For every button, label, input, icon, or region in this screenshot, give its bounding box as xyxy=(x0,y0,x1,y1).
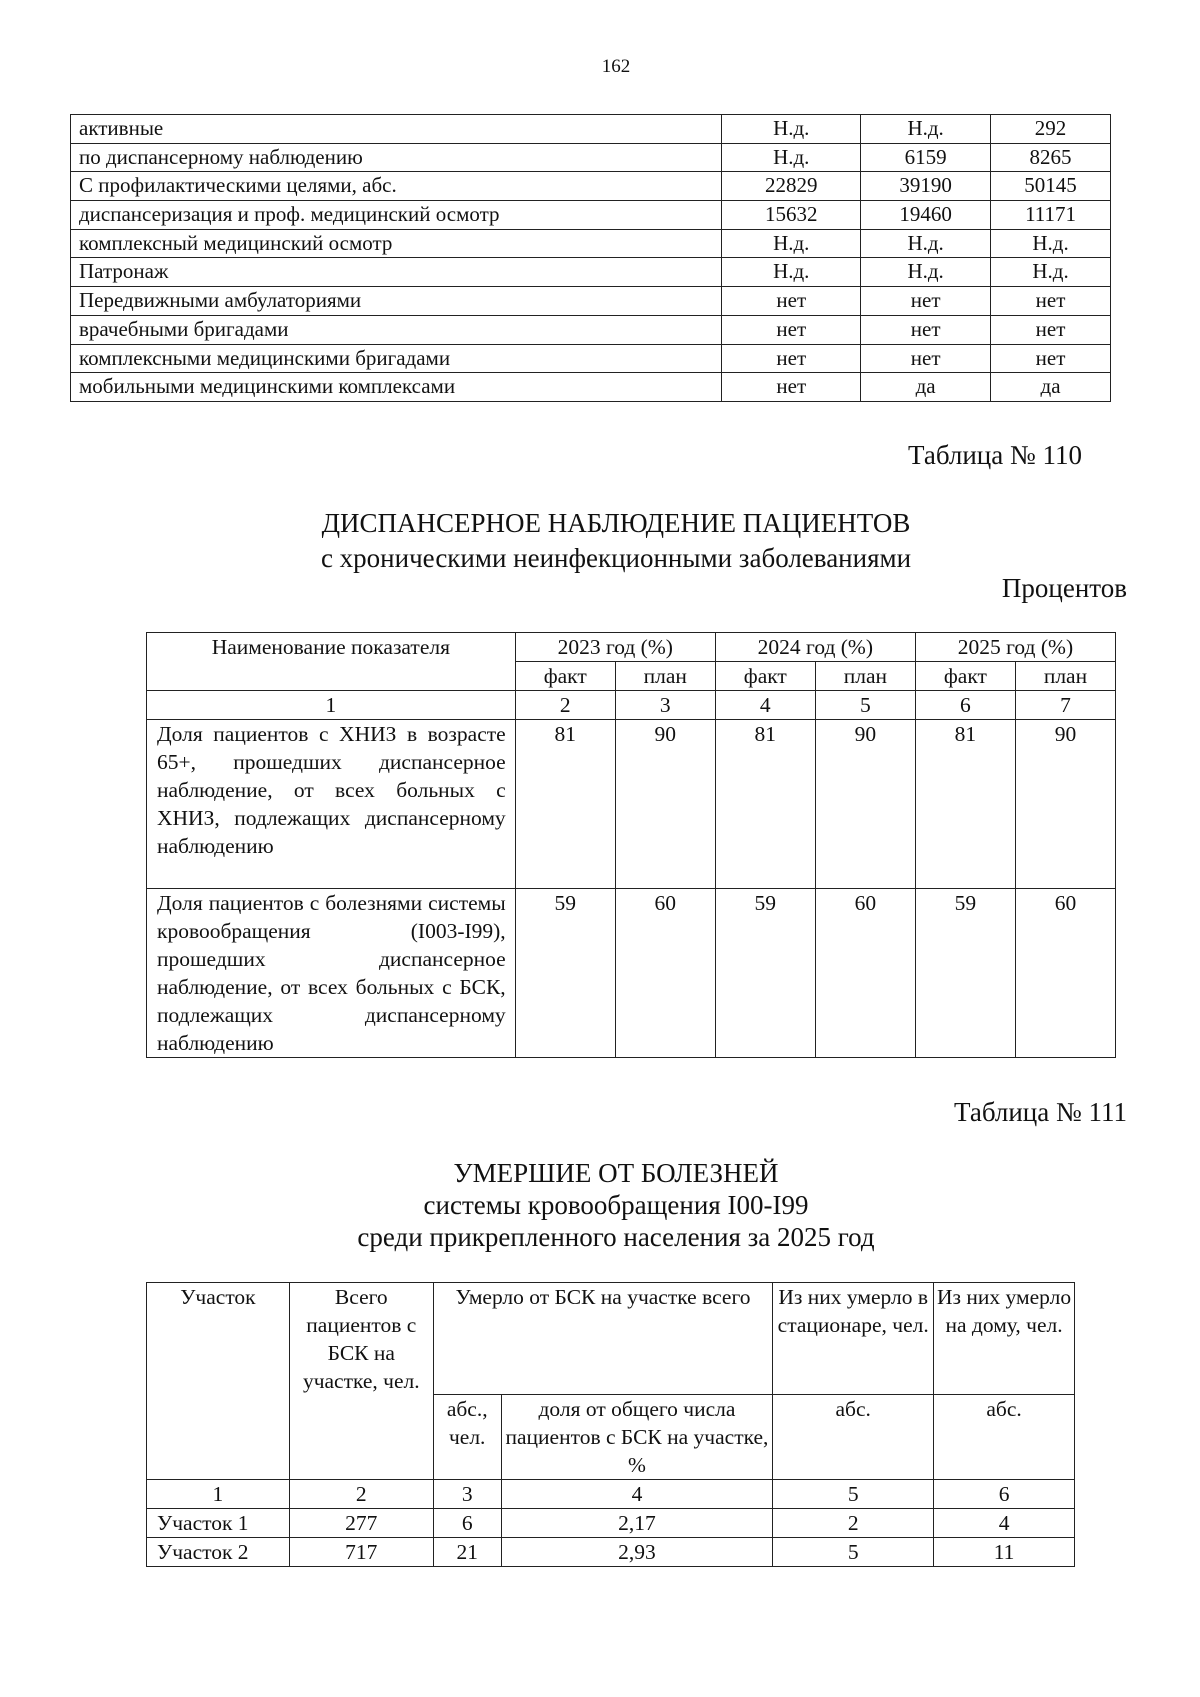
indicator-description: Доля пациентов с болезнями системы кровообращения (I003-I99), прошедших диспансерное наблюдение, от всех больных с БСК, подлежащих диспансерному наблюдению xyxy=(147,889,516,1058)
cell-value: нет xyxy=(722,287,861,316)
column-number: 1 xyxy=(147,691,516,720)
cell-value: 39190 xyxy=(861,172,991,201)
table-row xyxy=(71,172,1111,201)
activity-table xyxy=(70,114,1111,402)
cell-value: 90 xyxy=(615,720,715,889)
table-row xyxy=(147,720,1116,889)
table-row xyxy=(71,373,1111,402)
header-abs-hospital: абс. xyxy=(773,1395,934,1480)
cell-value: 5 xyxy=(773,1538,934,1567)
cell-value: 59 xyxy=(715,889,815,1058)
row-label: С профилактическими целями, абс. xyxy=(71,172,722,201)
cell-value: нет xyxy=(991,344,1111,373)
cell-value: 60 xyxy=(615,889,715,1058)
header-year-2025: 2025 год (%) xyxy=(915,633,1115,662)
cell-value: 6 xyxy=(433,1509,501,1538)
cell-value: 2,93 xyxy=(501,1538,773,1567)
cell-value: 2,17 xyxy=(501,1509,773,1538)
cell-value: нет xyxy=(722,344,861,373)
header-plan: план xyxy=(615,662,715,691)
table-111-subtitle-2: среди прикрепленного населения за 2025 год xyxy=(357,1222,875,1252)
cell-value: 59 xyxy=(515,889,615,1058)
header-year-2023: 2023 год (%) xyxy=(515,633,715,662)
header-area: Участок xyxy=(147,1283,290,1480)
column-number: 7 xyxy=(1015,691,1115,720)
table-row xyxy=(147,1509,1075,1538)
header-died-hospital: Из них умерло в стационаре, чел. xyxy=(773,1283,934,1395)
dispensary-table xyxy=(146,632,1116,1058)
cell-value: Н.д. xyxy=(722,115,861,144)
deaths-table xyxy=(146,1282,1075,1567)
table-111-title: УМЕРШИЕ ОТ БОЛЕЗНЕЙ xyxy=(453,1158,779,1188)
cell-value: 277 xyxy=(289,1509,433,1538)
column-number: 2 xyxy=(289,1480,433,1509)
row-label: комплексный медицинский осмотр xyxy=(71,229,722,258)
cell-value: 21 xyxy=(433,1538,501,1567)
column-number: 6 xyxy=(915,691,1015,720)
row-label: Патронаж xyxy=(71,258,722,287)
cell-value: 81 xyxy=(915,720,1015,889)
row-label: врачебными бригадами xyxy=(71,315,722,344)
row-label: Передвижными амбулаториями xyxy=(71,287,722,316)
cell-value: нет xyxy=(861,344,991,373)
column-number: 6 xyxy=(934,1480,1075,1509)
cell-value: Н.д. xyxy=(991,258,1111,287)
row-label: комплексными медицинскими бригадами xyxy=(71,344,722,373)
cell-value: 50145 xyxy=(991,172,1111,201)
indicator-description: Доля пациентов с ХНИЗ в возрасте 65+, прошедших диспансерное наблюдение, от всех больных с ХНИЗ, подлежащих диспансерному наблюдению xyxy=(147,720,516,889)
table-111-caption: Таблица № 111 xyxy=(954,1097,1127,1127)
cell-value: Н.д. xyxy=(722,258,861,287)
cell-value: нет xyxy=(722,373,861,402)
row-label: по диспансерному наблюдению xyxy=(71,143,722,172)
cell-value: Н.д. xyxy=(722,229,861,258)
header-abs-home: абс. xyxy=(934,1395,1075,1480)
cell-value: 81 xyxy=(515,720,615,889)
cell-value: 90 xyxy=(815,720,915,889)
cell-value: 11171 xyxy=(991,201,1111,230)
table-110-unit: Процентов xyxy=(1001,573,1127,603)
cell-value: нет xyxy=(991,315,1111,344)
cell-value: Н.д. xyxy=(861,229,991,258)
cell-value: Н.д. xyxy=(861,258,991,287)
column-number: 5 xyxy=(815,691,915,720)
column-number: 2 xyxy=(515,691,615,720)
cell-value: Н.д. xyxy=(991,229,1111,258)
row-label: мобильными медицинскими комплексами xyxy=(71,373,722,402)
cell-value: Н.д. xyxy=(861,115,991,144)
column-number: 1 xyxy=(147,1480,290,1509)
table-row xyxy=(71,344,1111,373)
header-plan: план xyxy=(1015,662,1115,691)
cell-value: 90 xyxy=(1015,720,1115,889)
cell-value: 60 xyxy=(1015,889,1115,1058)
table-row xyxy=(71,115,1111,144)
table-110-title: ДИСПАНСЕРНОЕ НАБЛЮДЕНИЕ ПАЦИЕНТОВ xyxy=(321,508,911,538)
cell-value: 59 xyxy=(915,889,1015,1058)
table-row xyxy=(71,229,1111,258)
cell-value: 22829 xyxy=(722,172,861,201)
area-name: Участок 2 xyxy=(147,1538,290,1567)
header-plan: план xyxy=(815,662,915,691)
header-fact: факт xyxy=(515,662,615,691)
cell-value: нет xyxy=(861,287,991,316)
header-fact: факт xyxy=(715,662,815,691)
cell-value: нет xyxy=(722,315,861,344)
column-number: 4 xyxy=(715,691,815,720)
cell-value: 15632 xyxy=(722,201,861,230)
column-number: 5 xyxy=(773,1480,934,1509)
table-row xyxy=(71,258,1111,287)
header-fact: факт xyxy=(915,662,1015,691)
row-label: диспансеризация и проф. медицинский осмотр xyxy=(71,201,722,230)
table-row xyxy=(147,889,1116,1058)
cell-value: 19460 xyxy=(861,201,991,230)
header-year-2024: 2024 год (%) xyxy=(715,633,915,662)
header-share: доля от общего числа пациентов с БСК на участке, % xyxy=(501,1395,773,1480)
column-number: 4 xyxy=(501,1480,773,1509)
cell-value: нет xyxy=(991,287,1111,316)
area-name: Участок 1 xyxy=(147,1509,290,1538)
table-110-subtitle: с хроническими неинфекционными заболеваниями xyxy=(320,543,912,573)
cell-value: 8265 xyxy=(991,143,1111,172)
cell-value: 4 xyxy=(934,1509,1075,1538)
header-died-total: Умерло от БСК на участке всего xyxy=(433,1283,773,1395)
cell-value: 292 xyxy=(991,115,1111,144)
table-111-subtitle-1: системы кровообращения I00-I99 xyxy=(423,1190,809,1220)
header-indicator-name: Наименование показателя xyxy=(147,633,516,691)
cell-value: Н.д. xyxy=(722,143,861,172)
table-row xyxy=(71,201,1111,230)
cell-value: 60 xyxy=(815,889,915,1058)
table-row xyxy=(71,143,1111,172)
header-abs-people: абс., чел. xyxy=(433,1395,501,1480)
cell-value: нет xyxy=(861,315,991,344)
column-number: 3 xyxy=(433,1480,501,1509)
row-label: активные xyxy=(71,115,722,144)
cell-value: 6159 xyxy=(861,143,991,172)
page-number: 162 xyxy=(601,56,631,77)
cell-value: 11 xyxy=(934,1538,1075,1567)
cell-value: да xyxy=(861,373,991,402)
header-total-patients: Всего пациентов с БСК на участке, чел. xyxy=(289,1283,433,1480)
cell-value: 717 xyxy=(289,1538,433,1567)
column-number: 3 xyxy=(615,691,715,720)
table-row xyxy=(71,315,1111,344)
cell-value: да xyxy=(991,373,1111,402)
table-110-caption: Таблица № 110 xyxy=(908,440,1082,470)
cell-value: 2 xyxy=(773,1509,934,1538)
header-died-home: Из них умерло на дому, чел. xyxy=(934,1283,1075,1395)
table-row xyxy=(71,287,1111,316)
table-row xyxy=(147,1538,1075,1567)
cell-value: 81 xyxy=(715,720,815,889)
